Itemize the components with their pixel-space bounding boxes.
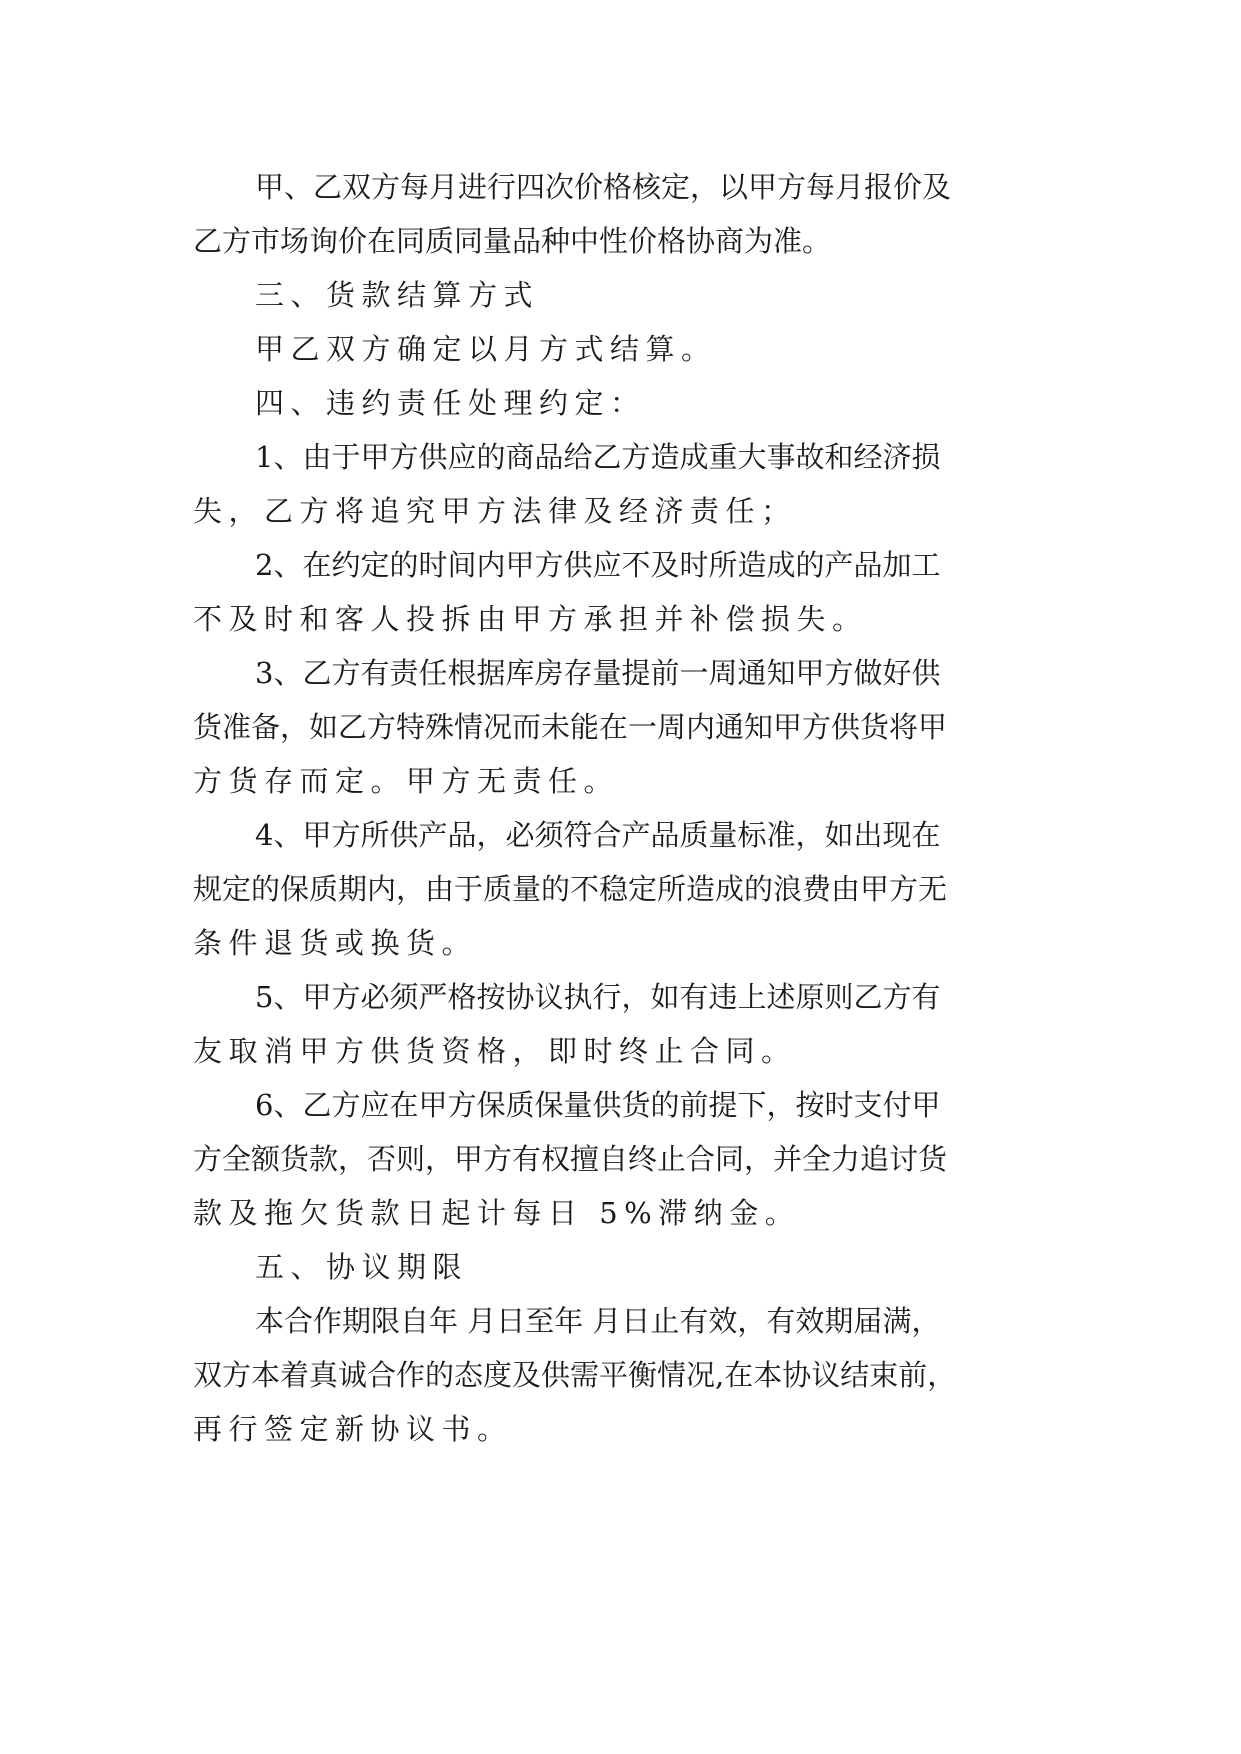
text-line: 2、在约定的时间内甲方供应不及时所造成的产品加工 <box>255 548 941 582</box>
text-line: 乙方市场询价在同质同量品种中性价格协商为准。 <box>193 224 832 258</box>
text-line: 不及时和客人投拆由甲方承担并补偿损失。 <box>193 602 868 636</box>
text-line: 五、协议期限 <box>255 1250 469 1284</box>
text-line: 甲、乙双方每月进行四次价格核定，以甲方每月报价及 <box>255 170 952 204</box>
text-line: 友取消甲方供货资格，即时终止合同。 <box>193 1034 797 1068</box>
text-line: 5、甲方必须严格按协议执行，如有违上述原则乙方有 <box>255 980 941 1014</box>
text-line: 方全额货款，否则，甲方有权擅自终止合同，并全力追讨货 <box>193 1142 948 1176</box>
text-line: 6、乙方应在甲方保质保量供货的前提下，按时支付甲 <box>255 1088 941 1122</box>
text-line: 三、货款结算方式 <box>255 278 540 312</box>
text-line: 失，乙方将追究甲方法律及经济责任； <box>193 494 797 528</box>
text-line: 再行签定新协议书。 <box>193 1412 513 1446</box>
text-line: 规定的保质期内，由于质量的不稳定所造成的浪费由甲方无 <box>193 872 948 906</box>
text-line: 双方本着真诚合作的态度及供需平衡情况,在本协议结束前， <box>193 1358 957 1392</box>
text-line: 四、违约责任处理约定： <box>255 386 646 420</box>
text-line: 甲乙双方确定以月方式结算。 <box>255 332 717 366</box>
document-body <box>193 160 1048 1456</box>
text-line: 货准备，如乙方特殊情况而未能在一周内通知甲方供货将甲 <box>193 710 948 744</box>
text-line: 3、乙方有责任根据库房存量提前一周通知甲方做好供 <box>255 656 941 690</box>
text-line: 条件退货或换货。 <box>193 926 478 960</box>
text-line: 1、由于甲方供应的商品给乙方造成重大事故和经济损 <box>255 440 941 474</box>
text-line: 款及拖欠货款日起计每日 5%滞纳金。 <box>193 1196 801 1230</box>
text-line: 4、甲方所供产品，必须符合产品质量标准，如出现在 <box>255 818 941 852</box>
text-line: 本合作期限自年 月日至年 月日止有效，有效期届满， <box>255 1304 941 1338</box>
text-line: 方货存而定。甲方无责任。 <box>193 764 620 798</box>
